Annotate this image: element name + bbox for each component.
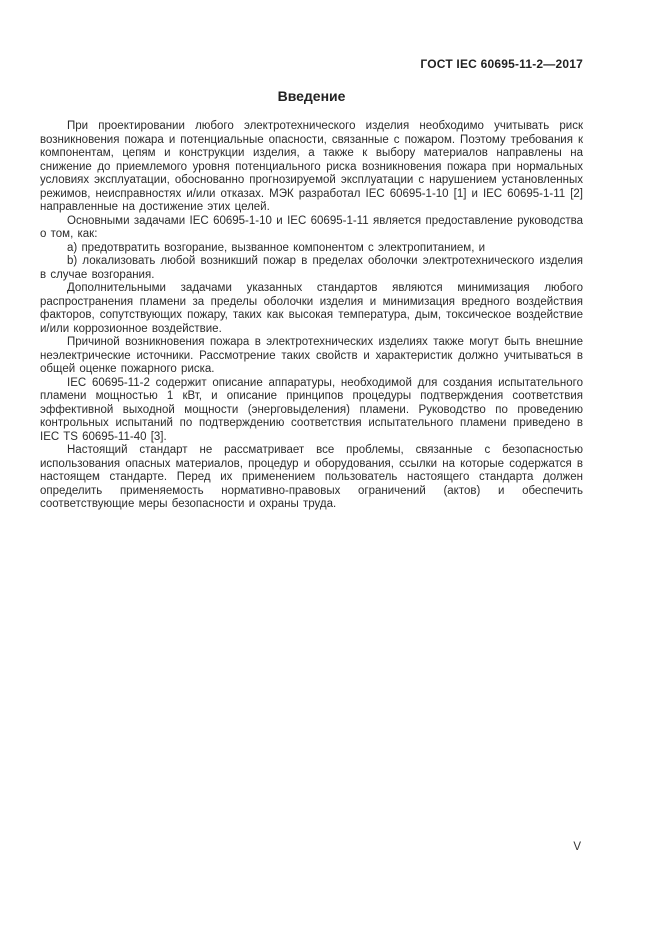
- page-number: V: [573, 841, 581, 853]
- paragraph-intro-1: При проектировании любого электротехнического изделия необходимо учитывать риск возникновения пожара и потенциальные опасности, связанные с пожаром. Поэтому требования к компонентам, цепям и конструкции изделия, а также к выбору материалов направлены на снижение до приемлемого уровня потенциального риска возникновения пожара при нормальных условиях эксплуатации, обоснованно прогнозируемой эксплуатации с нарушением установленных режимов, неисправностях и/или отказах. МЭК разработал IEC 60695-1-10 [1] и IEC 60695-1-11 [2] направленные на достижение этих целей.: [40, 120, 583, 213]
- document-body: [40, 120, 583, 512]
- section-title: Введение: [277, 88, 346, 104]
- standard-designation: ГОСТ IEC 60695-11-2—2017: [420, 57, 583, 71]
- list-item-b: b) локализовать любой возникший пожар в пределах оболочки электротехнического изделия в случае возгорания.: [40, 255, 583, 281]
- paragraph-intro-5: IEC 60695-11-2 содержит описание аппаратуры, необходимой для создания испытательного пламени мощностью 1 кВт, и описание принципов процедуры подтверждения соответствия эффективной выходной мощности (энерговыделения) пламени. Руководство по проведению контрольных испытаний по подтверждению соответствия испытательного пламени приведено в IEC TS 60695-11-40 [3].: [40, 376, 583, 443]
- paragraph-intro-3: Дополнительными задачами указанных стандартов являются минимизация любого распространения пламени за пределы оболочки изделия и минимизация вредного воздействия факторов, сопутствующих пожару, таких как высокая температура, дым, токсическое воздействие и/или коррозионное воздействие.: [40, 282, 583, 335]
- list-item-a: a) предотвратить возгорание, вызванное компонентом с электропитанием, и: [67, 241, 486, 254]
- paragraph-intro-4: Причиной возникновения пожара в электротехнических изделиях также могут быть внешние неэлектрические источники. Рассмотрение таких свойств и характеристик должно учитываться в общей оценке пожарного риска.: [40, 336, 583, 375]
- paragraph-intro-6: Настоящий стандарт не рассматривает все проблемы, связанные с безопасностью использования опасных материалов, процедур и оборудования, ссылки на которые содержатся в настоящем стандарте. Перед их применением пользователь настоящего стандарта должен определить применяемость нормативно-правовых ограничений (актов) и обеспечить соответствующие меры безопасности и охраны труда.: [40, 444, 583, 510]
- paragraph-intro-2: Основными задачами IEC 60695-1-10 и IEC 60695-1-11 является предоставление руководства о том, как:: [40, 214, 583, 240]
